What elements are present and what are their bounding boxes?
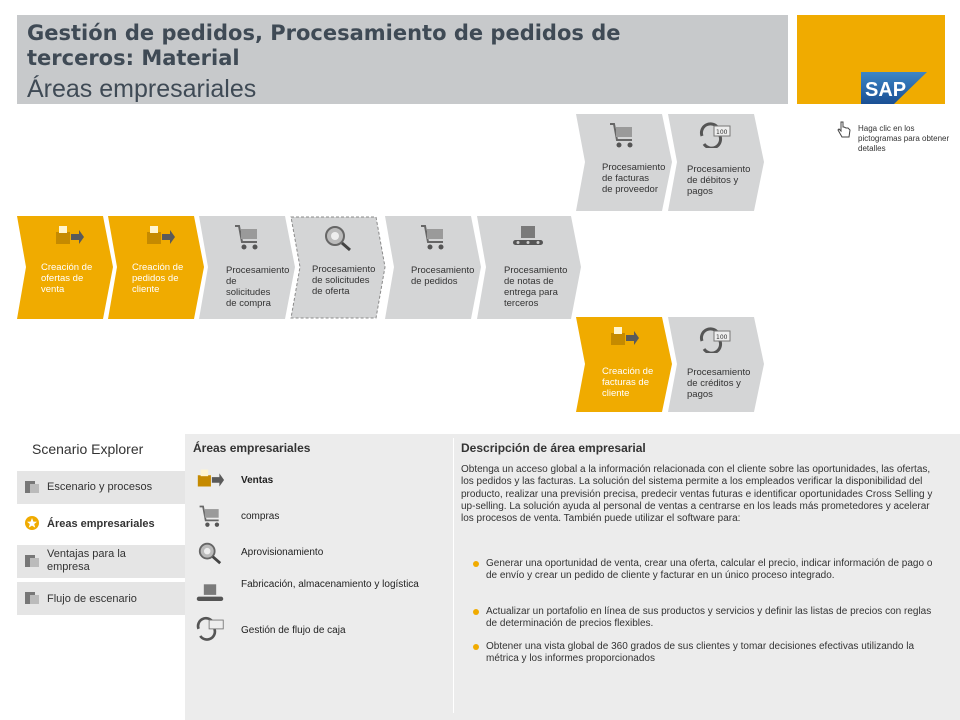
- conveyor-icon: [195, 581, 225, 607]
- svg-text:100: 100: [716, 334, 728, 341]
- nav-flujo-escenario[interactable]: [17, 582, 185, 617]
- document-icon: [24, 590, 40, 606]
- coin-cycle-icon: [698, 327, 732, 353]
- box-arrow-icon: [144, 224, 176, 248]
- description-bullet: [473, 606, 943, 634]
- page-title: Gestión de pedidos, Procesamiento de pedidos de terceros: Material: [27, 21, 621, 70]
- sap-logo: [861, 72, 927, 104]
- cart-icon: [233, 222, 261, 252]
- nav-label: Áreas empresariales: [47, 518, 155, 530]
- flow-label: Procesamiento de créditos y pagos: [687, 367, 751, 400]
- flow-label: Creación de ofertas de venta: [41, 262, 93, 295]
- bullet-dot: [473, 561, 479, 567]
- area-label: Ventas: [241, 475, 274, 486]
- conveyor-icon: [511, 224, 545, 250]
- hand-pointer-icon: [836, 120, 852, 140]
- description-bullet: [473, 641, 943, 669]
- star-icon: [24, 515, 40, 531]
- flow-creacion-ofertas[interactable]: [17, 216, 113, 319]
- flow-label: Procesamiento de solicitudes de oferta: [312, 264, 376, 297]
- nav-ventajas-empresa[interactable]: [17, 545, 185, 580]
- cart-icon: [608, 120, 636, 150]
- nav-areas-empresariales[interactable]: [17, 507, 185, 542]
- title-banner: [17, 15, 788, 104]
- svg-text:100: 100: [716, 129, 728, 136]
- flow-facturas-cliente[interactable]: [576, 317, 672, 412]
- cart-icon: [195, 503, 225, 529]
- bullet-text: Actualizar un portafolio en línea de sus productos y servicios y definir las listas de precios con reglas de determinación de precios flexibles.: [486, 606, 932, 630]
- coin-cycle-icon: [195, 615, 225, 641]
- gear-magnifier-icon: [195, 540, 225, 566]
- flow-notas-entrega[interactable]: [477, 216, 581, 319]
- box-arrow-icon: [53, 224, 85, 248]
- hint-text: Haga clic en los pictogramas para obtener detalles: [858, 124, 950, 153]
- document-icon: [24, 479, 40, 495]
- flow-facturas-proveedor[interactable]: [576, 114, 672, 211]
- bullet-text: Obtener una vista global de 360 grados de sus clientes y tomar decisiones efectivas utilizando la métrica y los informes proporcionados: [486, 641, 915, 665]
- box-arrow-icon: [608, 325, 640, 349]
- description-body: Obtenga un acceso global a la información relacionada con el cliente sobre las oportunidades, las ofertas, los pedidos y las facturas. La solución del sistema permite a los empleados verificar la disponibilidad del producto, realizar una previsión precisa, predecir ventas futuras e identificar oportunidades Cross Selling y up-selling. La solución ayuda al personal de ventas a centrarse en los leads más prometedores y acelerar los procesos de venta. También puede utilizar el software para:: [461, 464, 933, 525]
- document-icon: [24, 553, 40, 569]
- flow-label: Procesamiento de pedidos: [411, 265, 475, 287]
- logo-panel: [797, 15, 945, 104]
- page-subtitle: Áreas empresariales: [27, 75, 257, 103]
- cart-icon: [419, 222, 447, 252]
- nav-label: Flujo de escenario: [47, 593, 137, 605]
- flow-solicitudes-compra[interactable]: [199, 216, 295, 319]
- box-arrow-icon: [195, 466, 225, 492]
- area-label: compras: [241, 511, 280, 522]
- bullet-dot: [473, 644, 479, 650]
- nav-label: Escenario y procesos: [47, 481, 153, 493]
- flow-solicitudes-oferta[interactable]: [290, 216, 386, 319]
- flow-label: Creación de facturas de cliente: [602, 366, 654, 399]
- flow-label: Procesamiento de solicitudes de compra: [226, 265, 290, 309]
- area-label: Gestión de flujo de caja: [241, 625, 346, 636]
- nav-escenario-procesos[interactable]: [17, 471, 185, 506]
- nav-label: Ventajas para la empresa: [47, 548, 126, 573]
- bullet-dot: [473, 609, 479, 615]
- flow-pedidos[interactable]: [385, 216, 481, 319]
- svg-text:SAP: SAP: [865, 79, 907, 101]
- flow-label: Procesamiento de notas de entrega para terceros: [504, 265, 568, 309]
- flow-label: Procesamiento de facturas de proveedor: [602, 162, 666, 195]
- area-label: Aprovisionamiento: [241, 547, 324, 558]
- description-title: Descripción de área empresarial: [461, 441, 646, 455]
- panel-divider: [453, 438, 454, 713]
- gear-magnifier-icon: [323, 224, 353, 252]
- areas-title: Áreas empresariales: [193, 441, 311, 455]
- flow-debitos-pagos[interactable]: [668, 114, 764, 211]
- description-bullet: [473, 558, 943, 598]
- scenario-explorer-title: Scenario Explorer: [32, 441, 144, 457]
- coin-cycle-icon: [698, 122, 732, 148]
- flow-label: Creación de pedidos de cliente: [132, 262, 184, 295]
- flow-creditos-pagos[interactable]: [668, 317, 764, 412]
- flow-label: Procesamiento de débitos y pagos: [687, 164, 751, 197]
- area-label: Fabricación, almacenamiento y logística: [241, 579, 419, 590]
- bullet-text: Generar una oportunidad de venta, crear una oferta, calcular el precio, indicar información de pago o de envío y crear un pedido de cliente y facturar en un único proceso integrado.: [486, 558, 933, 582]
- flow-creacion-pedidos-cliente[interactable]: [108, 216, 204, 319]
